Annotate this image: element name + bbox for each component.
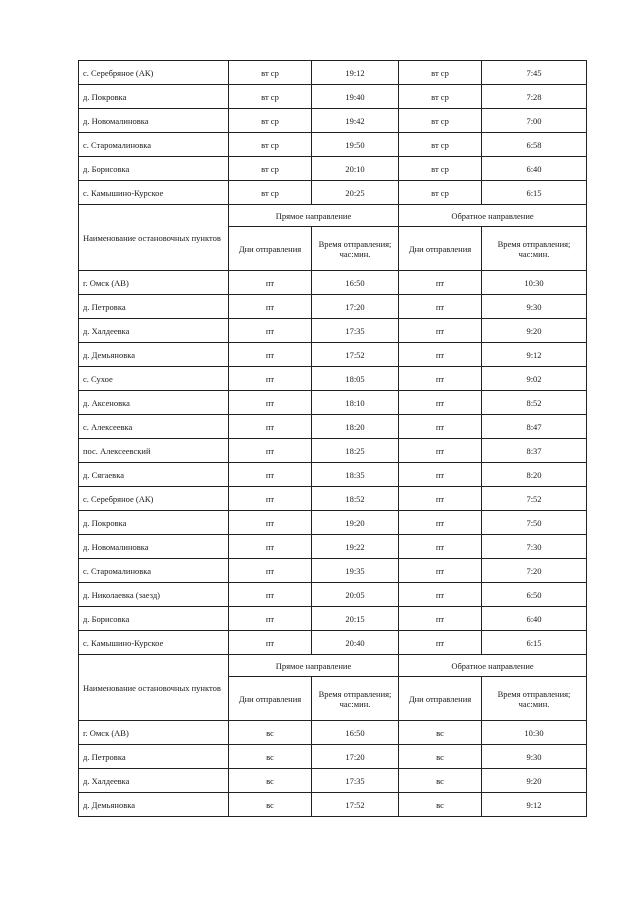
- forward-days-cell: пт: [229, 559, 312, 583]
- backward-days-cell: пт: [399, 391, 482, 415]
- forward-time-cell: 19:50: [312, 133, 399, 157]
- stop-name-cell: д. Демьяновка: [79, 793, 229, 817]
- backward-days-cell: пт: [399, 415, 482, 439]
- schedule-page: [78, 60, 586, 817]
- header-forward-time: Время отправления; час:мин.: [312, 677, 399, 721]
- stop-name-cell: д. Халдеевка: [79, 319, 229, 343]
- backward-time-cell: 6:40: [482, 607, 587, 631]
- stop-name-cell: д. Сягаевка: [79, 463, 229, 487]
- backward-time-cell: 8:52: [482, 391, 587, 415]
- backward-days-cell: пт: [399, 559, 482, 583]
- table-row: [79, 367, 587, 391]
- table-row: [79, 133, 587, 157]
- stop-name-cell: д. Петровка: [79, 745, 229, 769]
- backward-days-cell: пт: [399, 487, 482, 511]
- backward-time-cell: 8:37: [482, 439, 587, 463]
- backward-days-cell: вт ср: [399, 109, 482, 133]
- schedule-table-body: [79, 61, 587, 817]
- backward-time-cell: 7:20: [482, 559, 587, 583]
- forward-days-cell: пт: [229, 631, 312, 655]
- table-row: [79, 415, 587, 439]
- forward-days-cell: вс: [229, 769, 312, 793]
- stop-name-cell: д. Покровка: [79, 85, 229, 109]
- table-row: [79, 631, 587, 655]
- backward-time-cell: 6:40: [482, 157, 587, 181]
- stop-name-cell: д. Борисовка: [79, 607, 229, 631]
- backward-time-cell: 9:30: [482, 745, 587, 769]
- backward-days-cell: вс: [399, 793, 482, 817]
- backward-time-cell: 6:50: [482, 583, 587, 607]
- backward-time-cell: 9:20: [482, 769, 587, 793]
- table-row: [79, 85, 587, 109]
- stop-name-cell: с. Старомалиновка: [79, 559, 229, 583]
- backward-days-cell: вс: [399, 769, 482, 793]
- table-row: [79, 793, 587, 817]
- table-row: [79, 721, 587, 745]
- forward-days-cell: вт ср: [229, 157, 312, 181]
- header-row-directions: [79, 205, 587, 227]
- table-row: [79, 439, 587, 463]
- header-backward-days: Дни отправления: [399, 677, 482, 721]
- stop-name-cell: д. Халдеевка: [79, 769, 229, 793]
- backward-time-cell: 6:15: [482, 631, 587, 655]
- backward-time-cell: 10:30: [482, 721, 587, 745]
- backward-days-cell: пт: [399, 535, 482, 559]
- forward-time-cell: 19:20: [312, 511, 399, 535]
- stop-name-cell: г. Омск (АВ): [79, 271, 229, 295]
- backward-time-cell: 7:00: [482, 109, 587, 133]
- forward-time-cell: 20:10: [312, 157, 399, 181]
- forward-days-cell: вс: [229, 721, 312, 745]
- forward-time-cell: 19:22: [312, 535, 399, 559]
- backward-time-cell: 7:50: [482, 511, 587, 535]
- backward-days-cell: вт ср: [399, 181, 482, 205]
- backward-time-cell: 9:20: [482, 319, 587, 343]
- stop-name-cell: с. Алексеевка: [79, 415, 229, 439]
- forward-time-cell: 19:12: [312, 61, 399, 85]
- table-row: [79, 463, 587, 487]
- backward-time-cell: 9:30: [482, 295, 587, 319]
- backward-days-cell: пт: [399, 343, 482, 367]
- forward-time-cell: 20:05: [312, 583, 399, 607]
- forward-days-cell: пт: [229, 463, 312, 487]
- forward-days-cell: пт: [229, 271, 312, 295]
- forward-time-cell: 20:15: [312, 607, 399, 631]
- forward-days-cell: пт: [229, 391, 312, 415]
- header-forward-days: Дни отправления: [229, 227, 312, 271]
- stop-name-cell: д. Петровка: [79, 295, 229, 319]
- backward-days-cell: вт ср: [399, 61, 482, 85]
- backward-time-cell: 8:20: [482, 463, 587, 487]
- header-stop-name: Наименование остановочных пунктов: [79, 655, 229, 721]
- stop-name-cell: д. Борисовка: [79, 157, 229, 181]
- forward-days-cell: вс: [229, 793, 312, 817]
- backward-days-cell: пт: [399, 511, 482, 535]
- backward-days-cell: пт: [399, 463, 482, 487]
- forward-time-cell: 19:35: [312, 559, 399, 583]
- forward-time-cell: 16:50: [312, 721, 399, 745]
- table-row: [79, 61, 587, 85]
- table-row: [79, 583, 587, 607]
- table-row: [79, 607, 587, 631]
- backward-days-cell: вт ср: [399, 157, 482, 181]
- backward-days-cell: вт ср: [399, 85, 482, 109]
- backward-days-cell: вт ср: [399, 133, 482, 157]
- forward-time-cell: 18:25: [312, 439, 399, 463]
- forward-days-cell: пт: [229, 439, 312, 463]
- stop-name-cell: с. Старомалиновка: [79, 133, 229, 157]
- forward-days-cell: пт: [229, 295, 312, 319]
- forward-days-cell: пт: [229, 343, 312, 367]
- backward-time-cell: 7:52: [482, 487, 587, 511]
- stop-name-cell: г. Омск (АВ): [79, 721, 229, 745]
- forward-days-cell: вт ср: [229, 109, 312, 133]
- stop-name-cell: пос. Алексеевский: [79, 439, 229, 463]
- header-backward-direction: Обратное направление: [399, 655, 587, 677]
- table-row: [79, 511, 587, 535]
- backward-days-cell: пт: [399, 583, 482, 607]
- header-stop-name: Наименование остановочных пунктов: [79, 205, 229, 271]
- stop-name-cell: с. Серебряное (АК): [79, 487, 229, 511]
- forward-time-cell: 18:05: [312, 367, 399, 391]
- backward-time-cell: 10:30: [482, 271, 587, 295]
- header-row-directions: [79, 655, 587, 677]
- backward-days-cell: пт: [399, 631, 482, 655]
- backward-days-cell: пт: [399, 271, 482, 295]
- forward-time-cell: 18:52: [312, 487, 399, 511]
- header-backward-time: Время отправления; час:мин.: [482, 677, 587, 721]
- header-backward-direction: Обратное направление: [399, 205, 587, 227]
- table-row: [79, 559, 587, 583]
- forward-days-cell: пт: [229, 583, 312, 607]
- stop-name-cell: д. Покровка: [79, 511, 229, 535]
- forward-days-cell: вт ср: [229, 85, 312, 109]
- backward-days-cell: пт: [399, 295, 482, 319]
- table-row: [79, 157, 587, 181]
- forward-days-cell: вт ср: [229, 133, 312, 157]
- forward-days-cell: вс: [229, 745, 312, 769]
- forward-days-cell: вт ср: [229, 181, 312, 205]
- table-row: [79, 535, 587, 559]
- backward-days-cell: вс: [399, 745, 482, 769]
- schedule-table: [78, 60, 587, 817]
- stop-name-cell: д. Аксеновка: [79, 391, 229, 415]
- header-backward-time: Время отправления; час:мин.: [482, 227, 587, 271]
- header-forward-time: Время отправления; час:мин.: [312, 227, 399, 271]
- backward-time-cell: 9:12: [482, 793, 587, 817]
- forward-days-cell: вт ср: [229, 61, 312, 85]
- forward-days-cell: пт: [229, 535, 312, 559]
- backward-days-cell: пт: [399, 439, 482, 463]
- stop-name-cell: д. Николаевка (заезд): [79, 583, 229, 607]
- forward-time-cell: 18:20: [312, 415, 399, 439]
- backward-time-cell: 6:58: [482, 133, 587, 157]
- header-forward-days: Дни отправления: [229, 677, 312, 721]
- backward-time-cell: 8:47: [482, 415, 587, 439]
- header-forward-direction: Прямое направление: [229, 205, 399, 227]
- backward-days-cell: пт: [399, 607, 482, 631]
- backward-days-cell: пт: [399, 367, 482, 391]
- forward-days-cell: пт: [229, 511, 312, 535]
- table-row: [79, 181, 587, 205]
- table-row: [79, 343, 587, 367]
- forward-time-cell: 17:20: [312, 295, 399, 319]
- forward-time-cell: 18:35: [312, 463, 399, 487]
- forward-time-cell: 20:25: [312, 181, 399, 205]
- forward-time-cell: 19:40: [312, 85, 399, 109]
- table-row: [79, 109, 587, 133]
- stop-name-cell: с. Сухое: [79, 367, 229, 391]
- stop-name-cell: д. Новомалиновка: [79, 535, 229, 559]
- forward-time-cell: 19:42: [312, 109, 399, 133]
- forward-days-cell: пт: [229, 319, 312, 343]
- header-forward-direction: Прямое направление: [229, 655, 399, 677]
- forward-time-cell: 17:52: [312, 343, 399, 367]
- backward-days-cell: пт: [399, 319, 482, 343]
- forward-time-cell: 20:40: [312, 631, 399, 655]
- backward-time-cell: 7:45: [482, 61, 587, 85]
- backward-days-cell: вс: [399, 721, 482, 745]
- stop-name-cell: с. Камышино-Курское: [79, 631, 229, 655]
- table-row: [79, 769, 587, 793]
- forward-time-cell: 17:35: [312, 319, 399, 343]
- header-backward-days: Дни отправления: [399, 227, 482, 271]
- backward-time-cell: 6:15: [482, 181, 587, 205]
- forward-days-cell: пт: [229, 415, 312, 439]
- forward-time-cell: 18:10: [312, 391, 399, 415]
- table-row: [79, 391, 587, 415]
- backward-time-cell: 7:30: [482, 535, 587, 559]
- table-row: [79, 487, 587, 511]
- backward-time-cell: 9:12: [482, 343, 587, 367]
- forward-time-cell: 17:52: [312, 793, 399, 817]
- table-row: [79, 295, 587, 319]
- stop-name-cell: д. Демьяновка: [79, 343, 229, 367]
- forward-days-cell: пт: [229, 367, 312, 391]
- forward-time-cell: 17:20: [312, 745, 399, 769]
- stop-name-cell: с. Камышино-Курское: [79, 181, 229, 205]
- backward-time-cell: 9:02: [482, 367, 587, 391]
- stop-name-cell: д. Новомалиновка: [79, 109, 229, 133]
- table-row: [79, 745, 587, 769]
- table-row: [79, 271, 587, 295]
- forward-time-cell: 16:50: [312, 271, 399, 295]
- table-row: [79, 319, 587, 343]
- backward-time-cell: 7:28: [482, 85, 587, 109]
- stop-name-cell: с. Серебряное (АК): [79, 61, 229, 85]
- forward-time-cell: 17:35: [312, 769, 399, 793]
- forward-days-cell: пт: [229, 487, 312, 511]
- forward-days-cell: пт: [229, 607, 312, 631]
